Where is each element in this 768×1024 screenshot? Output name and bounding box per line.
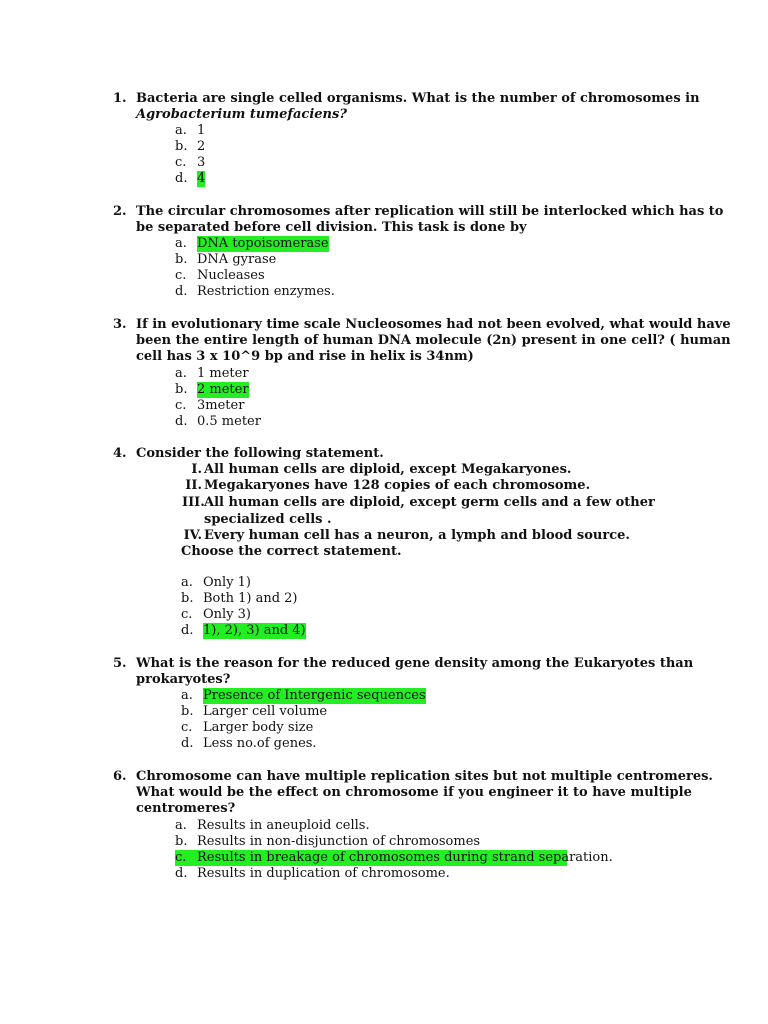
statement-number: I. — [191, 462, 202, 477]
option-letter: d. — [181, 623, 194, 638]
option-letter: c. — [181, 607, 193, 622]
option-letter: b. — [175, 382, 188, 397]
question-number: 5. — [113, 656, 127, 671]
option-text: 0.5 meter — [197, 414, 261, 429]
highlighted-answer: Presence of Intergenic sequences — [203, 688, 426, 703]
statement-text: All human cells are diploid, except Megakaryones. — [204, 462, 572, 477]
statement-text: Megakaryones have 128 copies of each chromosome. — [204, 478, 591, 493]
question-stem: been the entire length of human DNA molecule (2n) present in one cell? ( human — [136, 333, 731, 348]
option-letter: a. — [175, 366, 187, 381]
option-letter: c. — [175, 155, 187, 170]
question-stem: Chromosome can have multiple replication sites but not multiple centromeres. — [136, 769, 713, 784]
option-letter: b. — [175, 139, 188, 154]
option-text: 3meter — [197, 398, 245, 413]
question-stem: What is the reason for the reduced gene density among the Eukaryotes than — [136, 656, 694, 671]
question-number: 6. — [113, 769, 127, 784]
option-text: Only 1) — [203, 575, 252, 590]
option-letter: c. — [175, 398, 187, 413]
question-stem: The circular chromosomes after replication will still be interlocked which has to — [136, 204, 724, 219]
option-text: Results in non-disjunction of chromosomes — [197, 834, 481, 849]
option-text: Restriction enzymes. — [197, 284, 335, 299]
option-letter: a. — [175, 236, 187, 251]
option-text: 1 — [197, 123, 206, 138]
option-text: 3 — [197, 155, 206, 170]
question-stem: Bacteria are single celled organisms. What is the number of chromosomes in — [136, 91, 700, 106]
option-text: Larger body size — [203, 720, 314, 735]
option-text: Only 3) — [203, 607, 252, 622]
option-letter: d. — [181, 736, 194, 751]
option-letter: d. — [175, 171, 188, 186]
option-text: Both 1) and 2) — [203, 591, 298, 606]
option-text: Larger cell volume — [203, 704, 328, 719]
question-number: 2. — [113, 204, 127, 219]
highlighted-answer: 1), 2), 3) and 4) — [203, 623, 306, 638]
option-letter: a. — [175, 123, 187, 138]
option-letter: a. — [181, 688, 193, 703]
option-letter: b. — [175, 834, 188, 849]
instruction-text: Choose the correct statement. — [181, 544, 402, 559]
question-stem: Agrobacterium tumefaciens? — [136, 107, 347, 122]
option-text: 2 — [197, 139, 206, 154]
statement-number: IV. — [183, 528, 202, 543]
question-stem: What would be the effect on chromosome if you engineer it to have multiple — [136, 785, 692, 800]
question-stem: prokaryotes? — [136, 672, 231, 687]
highlighted-answer-row — [175, 850, 613, 866]
question-stem: be separated before cell division. This task is done by — [136, 220, 527, 235]
question-number: 1. — [113, 91, 127, 106]
statement-number: III. — [182, 495, 205, 510]
option-letter: d. — [175, 284, 188, 299]
question-stem: Consider the following statement. — [136, 446, 384, 461]
option-letter: c. — [175, 850, 187, 865]
option-letter: b. — [181, 591, 194, 606]
option-text: Results in breakage of chromosomes during strand separation. — [197, 850, 613, 865]
highlighted-answer: 4 — [197, 171, 206, 186]
question-number: 4. — [113, 446, 127, 461]
option-letter: c. — [181, 720, 193, 735]
option-text: DNA gyrase — [197, 252, 277, 267]
question-number: 3. — [113, 317, 127, 332]
option-text: Less no.of genes. — [203, 736, 317, 751]
option-letter: d. — [175, 866, 188, 881]
statement-text: All human cells are diploid, except germ cells and a few other — [204, 495, 655, 510]
option-letter: a. — [175, 818, 187, 833]
option-letter: c. — [175, 268, 187, 283]
statement-text: Every human cell has a neuron, a lymph and blood source. — [204, 528, 630, 543]
question-stem: centromeres? — [136, 801, 236, 816]
question-stem: cell has 3 x 10^9 bp and rise in helix is 34nm) — [136, 349, 474, 364]
option-text: Results in aneuploid cells. — [197, 818, 370, 833]
option-text: Nucleases — [197, 268, 265, 283]
statement-text: specialized cells . — [204, 512, 332, 527]
highlighted-answer: 2 meter — [197, 382, 249, 397]
option-text: Results in duplication of chromosome. — [197, 866, 450, 881]
statement-number: II. — [185, 478, 202, 493]
option-text: 1 meter — [197, 366, 249, 381]
highlighted-answer: DNA topoisomerase — [197, 236, 329, 251]
question-stem: If in evolutionary time scale Nucleosomes had not been evolved, what would have — [136, 317, 731, 332]
option-letter: b. — [175, 252, 188, 267]
option-letter: a. — [181, 575, 193, 590]
option-letter: b. — [181, 704, 194, 719]
option-letter: d. — [175, 414, 188, 429]
